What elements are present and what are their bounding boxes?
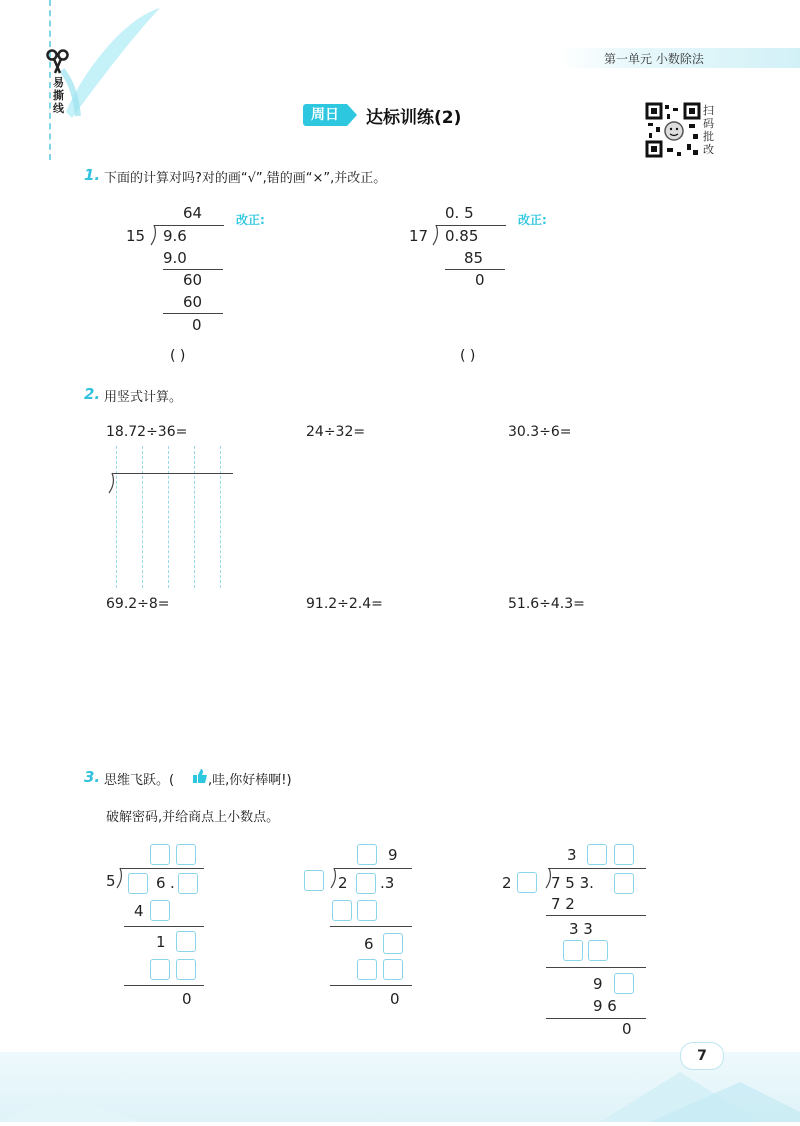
q2-bracket-top [112, 473, 233, 474]
answer-box[interactable] [383, 933, 403, 954]
q3c-bracket-top [548, 868, 646, 869]
q3c-sub3: 9 6 [593, 997, 617, 1015]
q1-left-quotient: 64 [183, 204, 203, 222]
q1-left-step2: 60 [183, 271, 203, 289]
answer-box[interactable] [128, 873, 148, 894]
page-number: 7 [680, 1042, 724, 1070]
q3b-dividend-last: .3 [380, 874, 395, 892]
q3-text: 思维飞跃。( [104, 773, 175, 788]
q1-left-step1: 9.0 [163, 249, 187, 267]
q3c-sub1: 7 2 [551, 895, 575, 913]
answer-box[interactable] [176, 844, 196, 865]
answer-box[interactable] [587, 844, 607, 865]
q3b-bracket [328, 867, 338, 889]
q1-right-bracket-top [436, 225, 506, 226]
q2-problem-6: 51.6÷4.3= [508, 596, 585, 612]
q2-problem-1: 18.72÷36= [106, 424, 188, 440]
answer-box[interactable] [332, 900, 352, 921]
answer-box[interactable] [150, 844, 170, 865]
q3a-decimal-point: . [170, 874, 175, 892]
q3a-bracket-top [120, 868, 204, 869]
q1-left-bracket-top [154, 225, 224, 226]
q2-problem-4: 69.2÷8= [106, 596, 170, 612]
day-tag-arrow [347, 104, 357, 126]
q1-right-line1 [445, 269, 505, 270]
answer-box[interactable] [614, 973, 634, 994]
answer-box[interactable] [176, 931, 196, 952]
grid-guide [142, 446, 143, 588]
q3b-bracket-top [334, 868, 412, 869]
q3a-line2 [124, 985, 204, 986]
q3c-dividend: 7 5 3. [551, 874, 594, 892]
q1-left-answer-paren[interactable]: ( ) [170, 348, 186, 364]
footer-band [0, 1052, 800, 1122]
answer-box[interactable] [357, 900, 377, 921]
answer-box[interactable] [563, 940, 583, 961]
scissors-icon [46, 48, 70, 74]
answer-box[interactable] [176, 959, 196, 980]
q1-right-dividend: 0.85 [445, 227, 479, 245]
grid-guide [194, 446, 195, 588]
answer-box[interactable] [304, 870, 324, 891]
q3b-dividend-digit: 2 [338, 874, 348, 892]
answer-box[interactable] [150, 959, 170, 980]
cut-line-label: 易撕线 [53, 76, 64, 115]
q3c-line3 [546, 1018, 646, 1019]
q2-problem-2: 24÷32= [306, 424, 366, 440]
qr-code-icon[interactable] [645, 102, 701, 158]
day-tag: 周日 [303, 104, 347, 126]
q3b-line2 [330, 985, 412, 986]
q1-left-line1 [163, 269, 223, 270]
answer-box[interactable] [357, 844, 377, 865]
answer-box[interactable] [517, 872, 537, 893]
q1-left-remainder: 0 [192, 316, 202, 334]
page-title: 达标训练(2) [366, 108, 462, 128]
q1-right-fix-label: 改正: [518, 213, 547, 227]
grid-guide [220, 446, 221, 588]
unit-label: 第一单元 小数除法 [604, 52, 704, 66]
scan-label: 扫码批改 [703, 104, 714, 156]
q2-bracket [106, 472, 116, 494]
footer-decoration [0, 1052, 800, 1122]
grid-guide [168, 446, 169, 588]
q3a-sub1: 4 [134, 902, 144, 920]
q3a-remainder: 0 [182, 990, 192, 1008]
q3c-divisor-digit: 2 [502, 874, 512, 892]
q1-right-answer-paren[interactable]: ( ) [460, 348, 476, 364]
q1-left-line2 [163, 313, 223, 314]
q1-right-divisor: 17 [409, 227, 429, 245]
answer-box[interactable] [588, 940, 608, 961]
q1-left-step3: 60 [183, 293, 203, 311]
q3a-dividend-digit: 6 [156, 874, 166, 892]
answer-box[interactable] [614, 844, 634, 865]
swoosh-decoration [60, 0, 170, 120]
q1-text: 下面的计算对吗?对的画“√”,错的画“×”,并改正。 [104, 171, 387, 186]
q1-right-bracket [430, 224, 440, 246]
q1-left-fix-label: 改正: [236, 213, 265, 227]
q3b-quotient-digit: 9 [388, 846, 398, 864]
answer-box[interactable] [356, 873, 376, 894]
q1-left-dividend: 9.6 [163, 227, 187, 245]
q3c-r2: 9 [593, 975, 603, 993]
q1-right-step1: 85 [464, 249, 484, 267]
answer-box[interactable] [383, 959, 403, 980]
q3-subtext: 破解密码,并给商点上小数点。 [106, 810, 280, 825]
answer-box[interactable] [357, 959, 377, 980]
q1-left-divisor: 15 [126, 227, 146, 245]
q3c-remainder: 0 [622, 1020, 632, 1038]
q2-text: 用竖式计算。 [104, 390, 183, 405]
q2-number: 2. [84, 385, 101, 403]
q3-text-after: ,哇,你好棒啊!) [208, 773, 292, 788]
q3b-r1: 6 [364, 935, 374, 953]
cut-line [49, 0, 51, 160]
q3c-line2 [546, 967, 646, 968]
q3a-divisor: 5 [106, 872, 116, 890]
q3a-line1 [124, 926, 204, 927]
answer-box[interactable] [150, 900, 170, 921]
q3c-line1 [546, 915, 646, 916]
answer-box[interactable] [614, 873, 634, 894]
q3a-bracket [114, 867, 124, 889]
q3-number: 3. [84, 768, 101, 786]
grid-guide [116, 446, 117, 588]
q3c-quotient-digit: 3 [567, 846, 577, 864]
q2-problem-5: 91.2÷2.4= [306, 596, 383, 612]
q3b-line1 [330, 926, 412, 927]
q1-right-remainder: 0 [475, 271, 485, 289]
q3c-r1: 3 3 [569, 920, 593, 938]
q3b-remainder: 0 [390, 990, 400, 1008]
q2-problem-3: 30.3÷6= [508, 424, 572, 440]
q3a-r1: 1 [156, 933, 166, 951]
thumbs-up-icon [192, 768, 208, 784]
answer-box[interactable] [178, 873, 198, 894]
q1-right-quotient: 0. 5 [445, 204, 474, 222]
q1-left-bracket [148, 224, 158, 246]
q1-number: 1. [84, 166, 101, 184]
